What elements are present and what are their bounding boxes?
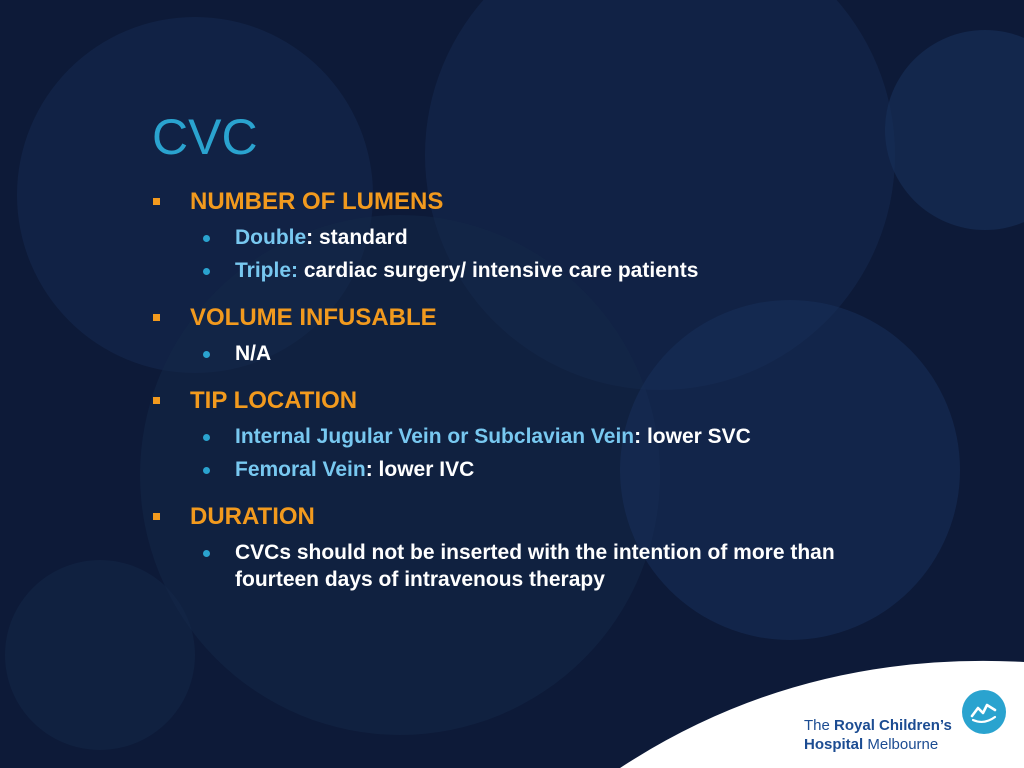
- section-volume: [152, 302, 952, 367]
- dot-bullet-icon: [203, 268, 210, 275]
- dot-bullet-icon: [203, 235, 210, 242]
- dot-bullet-icon: [203, 351, 210, 358]
- section-heading: [152, 302, 952, 334]
- hospital-logo-text: [804, 716, 952, 754]
- logo-prefix: The: [804, 717, 835, 734]
- item-highlight: Double: [235, 226, 307, 249]
- logo-name-bold: Royal Children’s: [834, 717, 952, 734]
- section-heading: [152, 186, 952, 218]
- slide-title: CVC: [152, 109, 258, 165]
- list-item: [152, 224, 885, 251]
- item-text: cardiac surgery/ intensive care patients: [298, 259, 699, 282]
- square-bullet-icon: [153, 314, 160, 321]
- list-item: [152, 340, 885, 367]
- heading-text: DURATION: [190, 503, 315, 530]
- list-item: [152, 539, 885, 593]
- dot-bullet-icon: [203, 550, 210, 557]
- hospital-logo-icon: [962, 690, 1006, 734]
- section-tip-location: [152, 385, 952, 483]
- item-text: N/A: [235, 342, 272, 365]
- dot-bullet-icon: [203, 434, 210, 441]
- square-bullet-icon: [153, 397, 160, 404]
- item-highlight: Internal Jugular Vein or Subclavian Vein: [235, 425, 635, 448]
- list-item: [152, 257, 885, 284]
- logo-hospital-bold: Hospital: [804, 736, 864, 753]
- heading-text: NUMBER OF LUMENS: [190, 188, 444, 215]
- logo-line-2: [804, 735, 952, 754]
- slide-content: [152, 186, 952, 611]
- item-text: : lower IVC: [365, 458, 475, 481]
- logo-line-1: [804, 716, 952, 735]
- item-text: CVCs should not be inserted with the intention of more than fourteen days of intravenous therapy: [235, 541, 835, 591]
- logo-suffix: Melbourne: [863, 736, 939, 753]
- section-duration: [152, 501, 952, 593]
- list-item: [152, 456, 885, 483]
- heading-text: TIP LOCATION: [190, 387, 358, 414]
- heading-text: VOLUME INFUSABLE: [190, 304, 437, 331]
- item-highlight: Femoral Vein: [235, 458, 366, 481]
- list-item: [152, 423, 885, 450]
- section-heading: [152, 501, 952, 533]
- section-lumens: [152, 186, 952, 284]
- item-text: : standard: [306, 226, 408, 249]
- item-highlight: Triple:: [235, 259, 299, 282]
- dot-bullet-icon: [203, 467, 210, 474]
- item-text: : lower SVC: [634, 425, 751, 448]
- square-bullet-icon: [153, 513, 160, 520]
- section-heading: [152, 385, 952, 417]
- square-bullet-icon: [153, 198, 160, 205]
